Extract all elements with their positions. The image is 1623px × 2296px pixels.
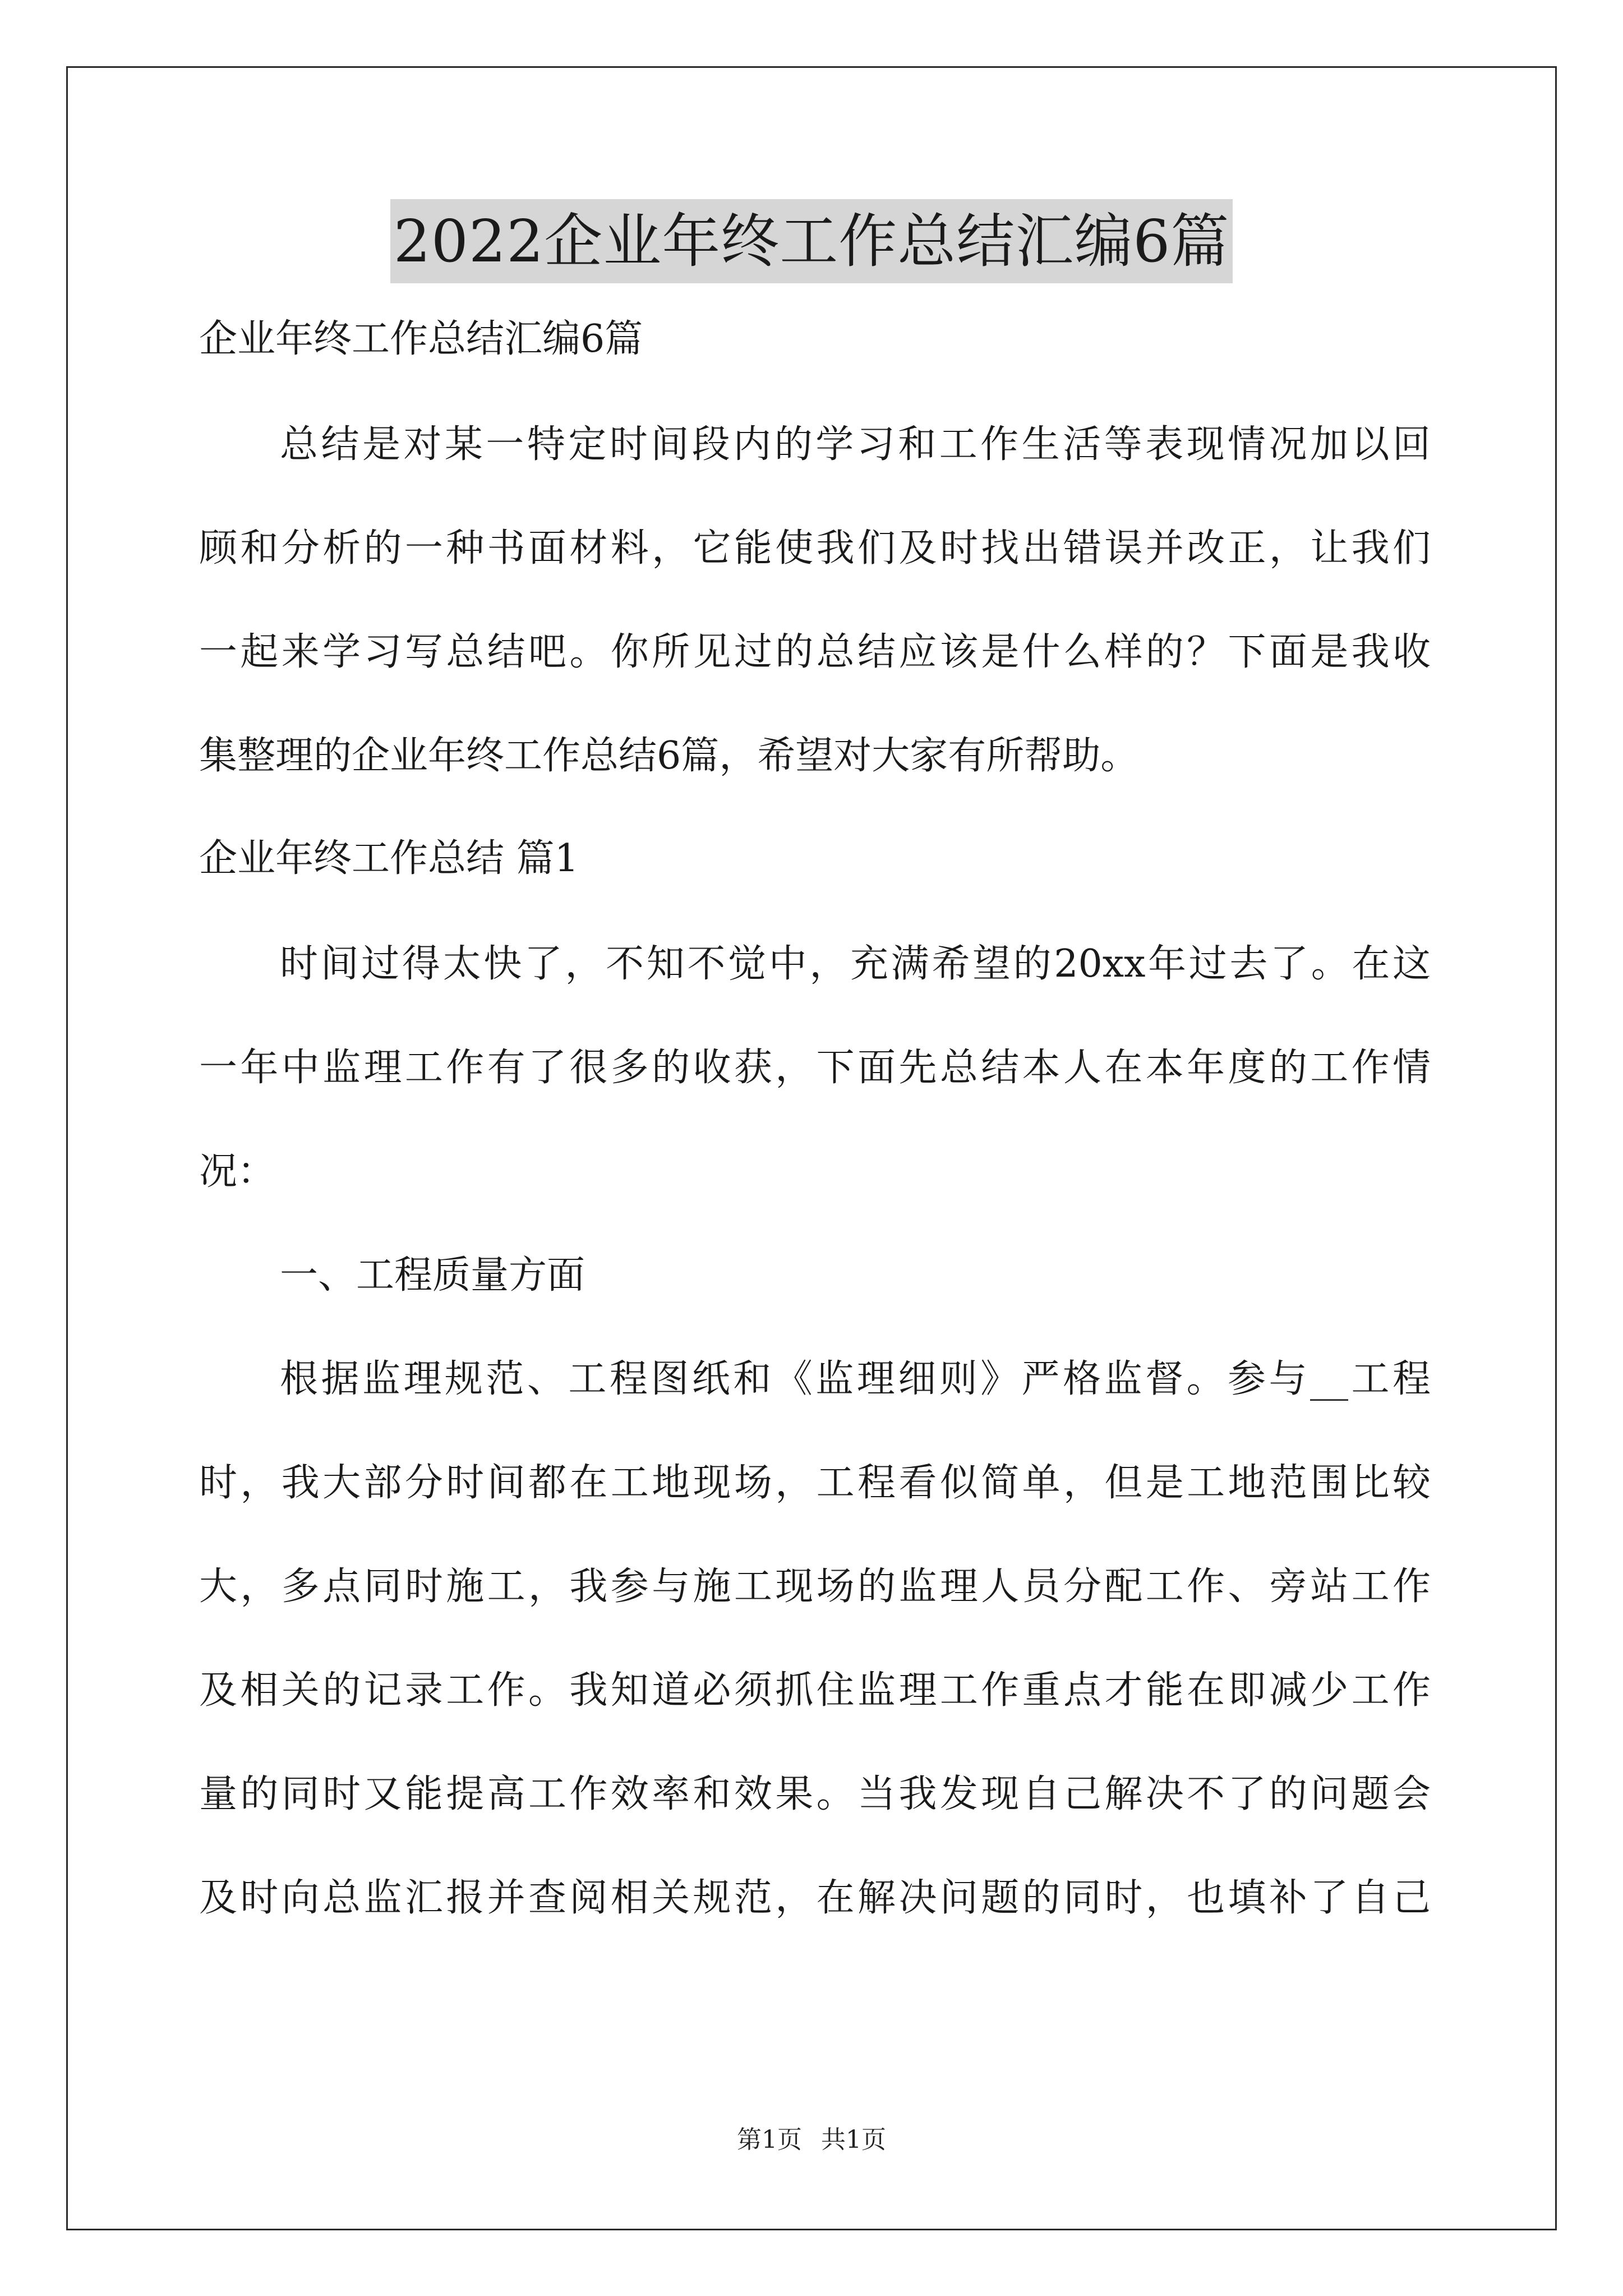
paragraph-line: 时，我大部分时间都在工地现场，工程看似简单，但是工地范围比较 (199, 1461, 1431, 1505)
paragraph-line: 大，多点同时施工，我参与施工现场的监理人员分配工作、旁站工作 (199, 1565, 1431, 1609)
paragraph-line: 一年中监理工作有了很多的收获，下面先总结本人在本年度的工作情 (199, 1046, 1431, 1090)
paragraph-line: 时间过得太快了，不知不觉中，充满希望的20xx年过去了。在这 (280, 942, 1431, 986)
paragraph-line: 及相关的记录工作。我知道必须抓住监理工作重点才能在即减少工作 (199, 1668, 1431, 1713)
paragraph-line: 况： (199, 1149, 276, 1194)
paragraph-line: 总结是对某一特定时间段内的学习和工作生活等表现情况加以回 (280, 422, 1431, 467)
title-container (0, 199, 1623, 283)
paragraph-line: 及时向总监汇报并查阅相关规范，在解决问题的同时，也填补了自己 (199, 1876, 1431, 1920)
paragraph-line: 根据监理规范、工程图纸和《监理细则》严格监督。参与__工程 (280, 1357, 1431, 1401)
page-footer (0, 2123, 1623, 2157)
paragraph-line: 顾和分析的一种书面材料，它能使我们及时找出错误并改正，让我们 (199, 526, 1431, 570)
subtitle-line: 企业年终工作总结汇编6篇 (199, 317, 643, 361)
paragraph-line: 一起来学习写总结吧。你所见过的总结应该是什么样的？下面是我收 (199, 630, 1431, 674)
section-heading: 企业年终工作总结 篇1 (199, 836, 579, 881)
document-title: 2022企业年终工作总结汇编6篇 (390, 199, 1233, 283)
subsection-heading: 一、工程质量方面 (280, 1253, 585, 1297)
paragraph-line: 集整理的企业年终工作总结6篇，希望对大家有所帮助。 (199, 734, 1139, 778)
page-number: 第1页 (737, 2125, 802, 2154)
page-total: 共1页 (821, 2125, 886, 2154)
paragraph-line: 量的同时又能提高工作效率和效果。当我发现自己解决不了的问题会 (199, 1772, 1431, 1816)
